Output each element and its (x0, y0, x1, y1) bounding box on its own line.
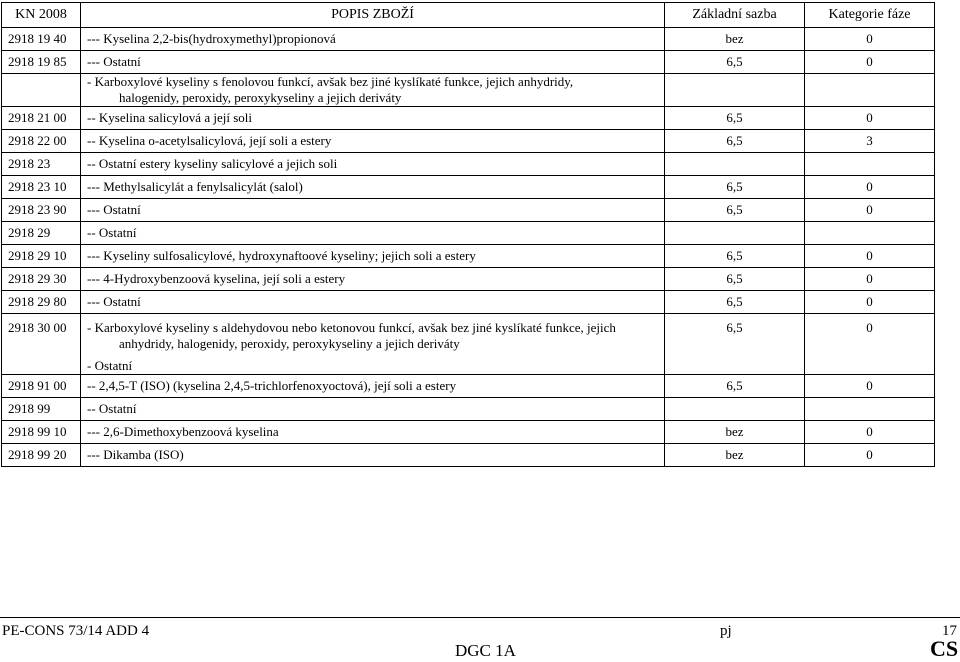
row-description (81, 199, 665, 222)
header-row (2, 3, 935, 28)
row-description-line: --- Dikamba (ISO) (87, 447, 184, 462)
row-category: 0 (805, 107, 935, 130)
row-code: 2918 29 10 (2, 245, 81, 268)
table-row (2, 314, 935, 375)
row-code: 2918 29 80 (2, 291, 81, 314)
row-category (805, 222, 935, 245)
row-description-line: - Ostatní (87, 358, 133, 373)
table-row (2, 375, 935, 398)
row-description-line: -- 2,4,5-T (ISO) (kyselina 2,4,5-trichlorfenoxyoctová), její soli a estery (87, 378, 457, 393)
row-category: 0 (805, 245, 935, 268)
table-row (2, 222, 935, 245)
row-description-line: --- Methylsalicylát a fenylsalicylát (salol) (87, 179, 303, 194)
row-code: 2918 19 40 (2, 28, 81, 51)
header-category: Kategorie fáze (805, 3, 935, 28)
row-code: 2918 30 00 (2, 314, 81, 375)
footer-department: DGC 1A (455, 641, 516, 660)
row-description-line: halogenidy, peroxidy, peroxykyseliny a jejich deriváty (119, 90, 402, 105)
row-rate: 6,5 (665, 375, 805, 398)
table-row (2, 444, 935, 467)
row-description-line: -- Ostatní (87, 225, 137, 240)
table-row (2, 153, 935, 176)
table-row (2, 199, 935, 222)
row-description (81, 153, 665, 176)
row-category (805, 153, 935, 176)
row-code: 2918 99 20 (2, 444, 81, 467)
row-category: 0 (805, 199, 935, 222)
row-rate (665, 153, 805, 176)
row-category: 0 (805, 268, 935, 291)
row-rate: 6,5 (665, 176, 805, 199)
row-rate: 6,5 (665, 245, 805, 268)
table-row (2, 28, 935, 51)
row-category (805, 398, 935, 421)
row-description (81, 222, 665, 245)
row-description (81, 176, 665, 199)
row-description-line: -- Kyselina salicylová a její soli (87, 110, 252, 125)
footer-page-number: 17 (942, 623, 957, 639)
header-code: KN 2008 (2, 3, 81, 28)
row-description (81, 421, 665, 444)
row-description-line: --- 4-Hydroxybenzoová kyselina, její soli a estery (87, 271, 346, 286)
table-row (2, 74, 935, 107)
row-category: 0 (805, 51, 935, 74)
row-rate (665, 398, 805, 421)
row-code: 2918 91 00 (2, 375, 81, 398)
row-category: 0 (805, 291, 935, 314)
row-description (81, 398, 665, 421)
row-description-line: -- Ostatní (87, 401, 137, 416)
row-description (81, 375, 665, 398)
row-rate: 6,5 (665, 130, 805, 153)
row-code: 2918 21 00 (2, 107, 81, 130)
row-category (805, 74, 935, 107)
row-rate: 6,5 (665, 268, 805, 291)
row-description (81, 28, 665, 51)
row-rate: bez (665, 444, 805, 467)
row-rate: 6,5 (665, 291, 805, 314)
row-category: 3 (805, 130, 935, 153)
header-rate: Základní sazba (665, 3, 805, 28)
table-row (2, 245, 935, 268)
footer-divider (0, 617, 960, 618)
table-row (2, 176, 935, 199)
row-code: 2918 29 (2, 222, 81, 245)
table-row (2, 291, 935, 314)
footer-reference: PE-CONS 73/14 ADD 4 (2, 623, 150, 639)
row-description-line: --- Kyseliny sulfosalicylové, hydroxynaftoové kyseliny; jejich soli a estery (87, 248, 476, 263)
footer-initials: pj (720, 623, 732, 639)
row-description (81, 51, 665, 74)
row-description-line: --- Kyselina 2,2-bis(hydroxymethyl)propionová (87, 31, 336, 46)
footer-language: CS (930, 636, 959, 661)
row-category: 0 (805, 176, 935, 199)
row-description-line: --- Ostatní (87, 202, 141, 217)
row-rate: 6,5 (665, 51, 805, 74)
row-description (81, 245, 665, 268)
row-rate: 6,5 (665, 107, 805, 130)
row-description (81, 130, 665, 153)
row-category: 0 (805, 314, 935, 375)
row-category: 0 (805, 375, 935, 398)
row-description (81, 74, 665, 107)
row-description-line: - Karboxylové kyseliny s fenolovou funkcí, avšak bez jiné kyslíkaté funkce, jejich anhydridy, (87, 74, 574, 89)
row-category: 0 (805, 421, 935, 444)
row-category: 0 (805, 444, 935, 467)
row-rate (665, 74, 805, 107)
table-row (2, 398, 935, 421)
row-code: 2918 99 (2, 398, 81, 421)
row-description (81, 444, 665, 467)
row-code (2, 74, 81, 107)
row-description (81, 268, 665, 291)
row-description-line: -- Kyselina o-acetylsalicylová, její soli a estery (87, 133, 332, 148)
row-code: 2918 19 85 (2, 51, 81, 74)
row-description-line: --- 2,6-Dimethoxybenzoová kyselina (87, 424, 279, 439)
row-description-line: -- Ostatní estery kyseliny salicylové a jejich soli (87, 156, 338, 171)
row-code: 2918 99 10 (2, 421, 81, 444)
table-row (2, 421, 935, 444)
row-rate: bez (665, 28, 805, 51)
row-code: 2918 29 30 (2, 268, 81, 291)
row-rate: bez (665, 421, 805, 444)
row-description-line: anhydridy, halogenidy, peroxidy, peroxykyseliny a jejich deriváty (119, 336, 460, 351)
row-rate (665, 222, 805, 245)
row-code: 2918 23 90 (2, 199, 81, 222)
row-rate: 6,5 (665, 314, 805, 375)
table-row (2, 107, 935, 130)
row-description (81, 314, 665, 375)
table-row (2, 268, 935, 291)
table-row (2, 51, 935, 74)
table-row (2, 130, 935, 153)
tariff-table (1, 2, 935, 467)
row-description-line: --- Ostatní (87, 294, 141, 309)
row-rate: 6,5 (665, 199, 805, 222)
row-description-line: --- Ostatní (87, 54, 141, 69)
row-code: 2918 23 10 (2, 176, 81, 199)
row-description-line: - Karboxylové kyseliny s aldehydovou nebo ketonovou funkcí, avšak bez jiné kyslíkaté funkce, jejich (87, 320, 616, 335)
row-description (81, 291, 665, 314)
header-description: POPIS ZBOŽÍ (81, 3, 665, 28)
row-code: 2918 22 00 (2, 130, 81, 153)
row-code: 2918 23 (2, 153, 81, 176)
row-description (81, 107, 665, 130)
row-category: 0 (805, 28, 935, 51)
